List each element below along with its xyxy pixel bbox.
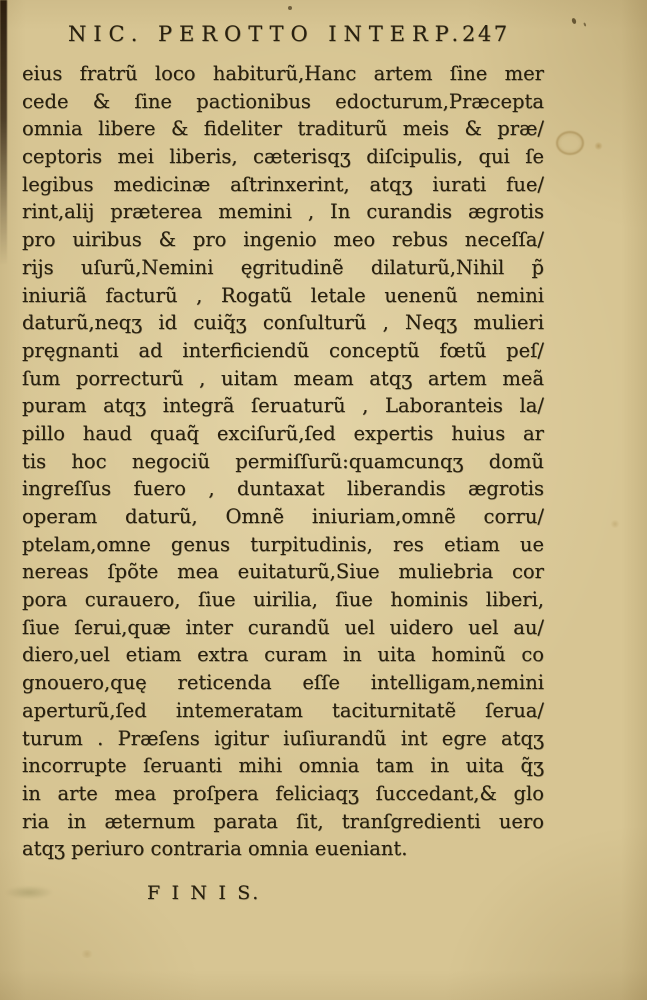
text-line: incorrupte ſeruanti mihi omnia tam in uita q̃ʒ xyxy=(22,754,544,778)
text-line: rint,alij præterea memini , In curandis ægrotis xyxy=(22,200,544,224)
smudge-stain xyxy=(6,886,52,899)
text-line: ceptoris mei liberis, cæterisqʒ diſcipulis, qui ſe xyxy=(22,145,544,169)
text-line: cede & ſine pactionibus edocturum,Præcepta xyxy=(22,89,544,113)
text-line: pręgnanti ad interficiendũ conceptũ fœtũ peſ/ xyxy=(22,338,544,362)
text-line: ptelam,omne genus turpitudinis, res etiam ue xyxy=(22,532,544,556)
text-line: gnouero,quę reticenda eſſe intelligam,nemini xyxy=(22,671,544,695)
ring-stain xyxy=(556,131,584,155)
text-line: diero,uel etiam extra curam in uita hominũ co xyxy=(22,643,544,667)
text-line: puram atqʒ integrã ſeruaturũ , Laboranteis la/ xyxy=(22,394,544,418)
text-line: rijs uſurũ,Nemini ęgritudinẽ dilaturũ,Nihil p̃ xyxy=(22,255,544,279)
text-line: in arte mea proſpera feliciaqʒ ſuccedant,& glo xyxy=(22,781,544,805)
page-number: 247 xyxy=(462,22,510,46)
header-title: NIC. PEROTTO INTERP. xyxy=(68,22,466,46)
foxing-spot xyxy=(610,520,620,528)
text-line: nereas ſpõte mea euitaturũ,Siue muliebria cor xyxy=(22,560,544,584)
text-line: ſiue ſerui,quæ inter curandũ uel uidero uel au/ xyxy=(22,615,544,639)
text-line: eius fratrũ loco habiturũ,Hanc artem ſine mer xyxy=(22,62,544,85)
running-header xyxy=(0,22,647,54)
foxing-spot xyxy=(594,142,603,150)
ink-speck xyxy=(288,6,292,10)
text-line: turum . Præſens igitur iuſiurandũ int egre atqʒ xyxy=(22,726,544,750)
text-line: ingreſſus fuero , duntaxat liberandis ægrotis xyxy=(22,477,544,501)
text-block xyxy=(22,60,544,863)
text-line: ria in æternum parata ſit, tranſgredienti uero xyxy=(22,809,544,833)
text-line: operam daturũ, Omnẽ iniuriam,omnẽ corru/ xyxy=(22,505,544,528)
text-line: ſum porrecturũ , uitam meam atqʒ artem meã xyxy=(22,366,544,390)
text-line: aperturũ,ſed intemeratam taciturnitatẽ ſerua/ xyxy=(22,698,544,722)
finis-label: F I N I S. xyxy=(147,882,261,904)
text-line: pillo haud quaq̃ exciſurũ,ſed expertis huius ar xyxy=(22,421,544,445)
text-line: iniuriã facturũ , Rogatũ letale uenenũ nemini xyxy=(22,283,544,307)
text-line: daturũ,neqʒ id cuiq̃ʒ conſulturũ , Neqʒ mulieri xyxy=(22,311,544,335)
text-line: tis hoc negociũ permiſſurũ:quamcunqʒ domũ xyxy=(22,449,544,473)
text-line: atqʒ periuro contraria omnia eueniant. xyxy=(22,837,408,861)
foxing-spot xyxy=(80,950,94,958)
text-line: pro uiribus & pro ingenio meo rebus neceſſa/ xyxy=(22,228,544,252)
text-line: legibus medicinæ aſtrinxerint, atqʒ iurati fue/ xyxy=(22,172,544,196)
text-line: omnia libere & fideliter traditurũ meis & præ/ xyxy=(22,117,544,141)
text-line: pora curauero, ſiue uirilia, ſiue hominis liberi, xyxy=(22,588,544,612)
